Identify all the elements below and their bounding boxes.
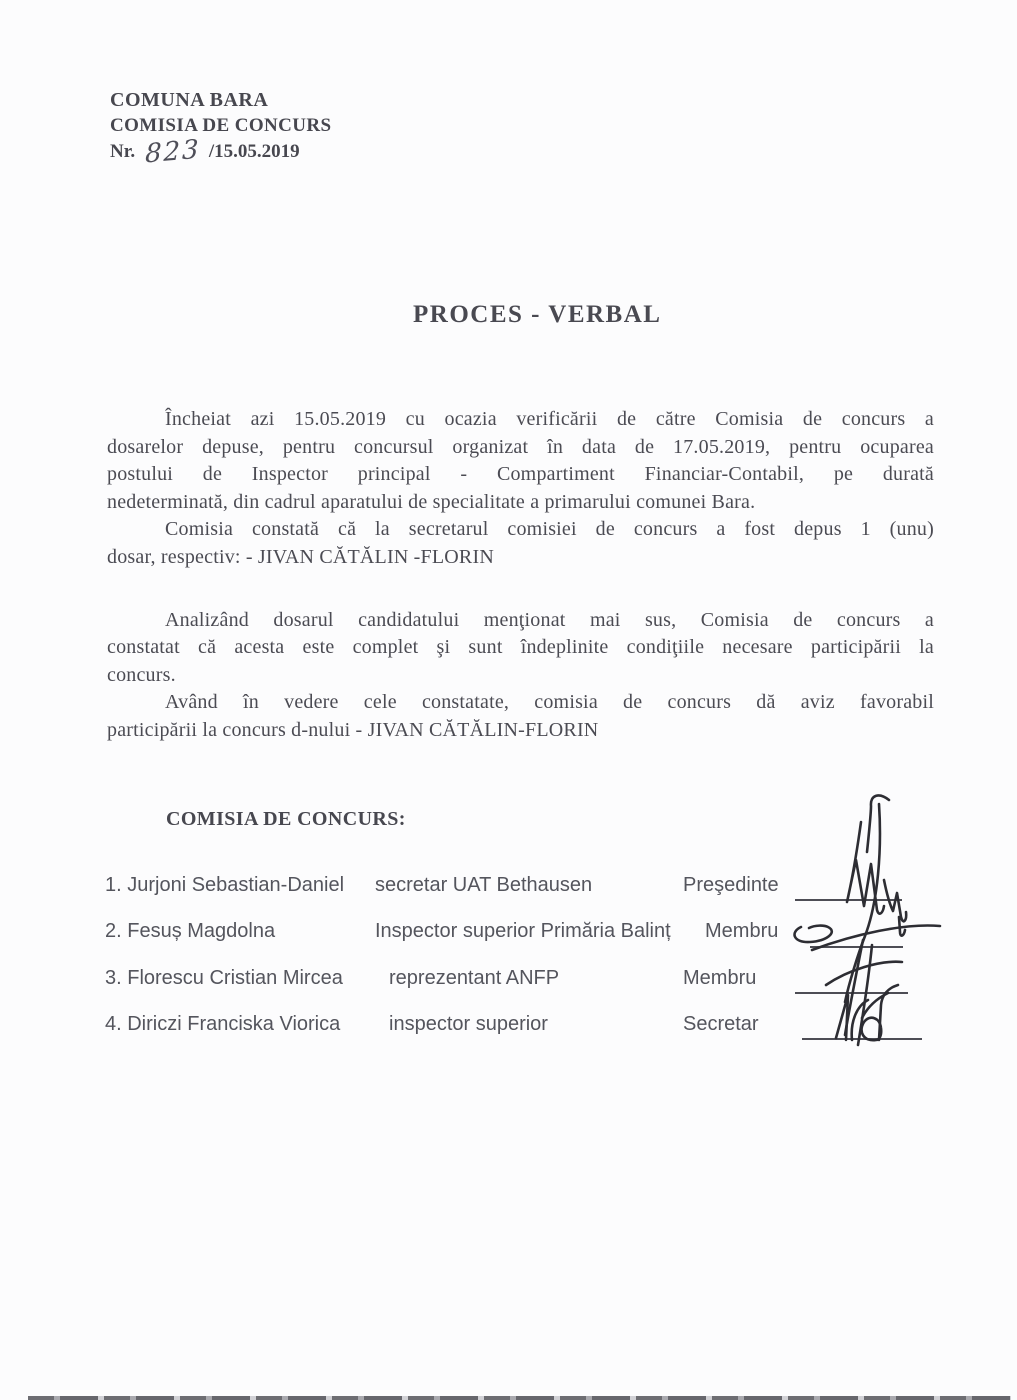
committee-name: COMISIA DE CONCURS: [110, 115, 332, 136]
member-position: Membru: [705, 920, 779, 942]
paragraph-gap: [107, 572, 934, 607]
member-position: Membru: [683, 967, 757, 989]
body-line: concurs.: [107, 663, 176, 686]
registration-number-line: [110, 134, 332, 170]
body-line: Încheiat azi 15.05.2019 cu ocazia verificării de către Comisia de concurs a: [165, 408, 934, 430]
member-position: Secretar: [683, 1013, 759, 1035]
committee-heading: COMISIA DE CONCURS:: [166, 808, 406, 830]
body-line: Comisia constată că la secretarul comisiei de concurs a fost depus 1 (unu): [165, 518, 934, 541]
document-header: [110, 88, 332, 170]
member-name: 3. Florescu Cristian Mircea: [105, 967, 343, 989]
scan-edge-artifact: [28, 1396, 1011, 1400]
body-line: Având în vedere cele constatate, comisia de concurs dă aviz favorabil: [165, 691, 934, 714]
body-line: nedeterminată, din cadrul aparatului de specialitate a primarului comunei Bara.: [107, 490, 756, 513]
body-line: postului de Inspector principal - Compartiment Financiar-Contabil, pe durată: [107, 463, 934, 486]
body-line: dosar, respectiv: - JIVAN CĂTĂLIN -FLORIN: [107, 545, 494, 568]
body-line: dosarelor depuse, pentru concursul organizat în data de 17.05.2019, pentru ocuparea: [107, 435, 934, 458]
handwritten-signature: [778, 778, 1017, 1078]
page-title: PROCES - VERBAL: [413, 301, 662, 328]
member-role: Inspector superior Primăria Balinț: [375, 920, 671, 942]
member-role: secretar UAT Bethausen: [375, 874, 593, 896]
member-position: Preşedinte: [683, 874, 779, 896]
member-name: 4. Diriczi Franciska Viorica: [105, 1013, 341, 1035]
body-text: [107, 406, 934, 745]
org-name: COMUNA BARA: [110, 89, 269, 111]
body-line: Analizând dosarul candidatului menţionat mai sus, Comisia de concurs a: [165, 608, 934, 631]
body-line: constatat că acesta este complet şi sunt îndeplinite condiţiile necesare participării la: [107, 636, 934, 659]
handwritten-number: 823: [145, 134, 201, 170]
number-date: /15.05.2019: [208, 141, 300, 162]
member-role: inspector superior: [389, 1013, 548, 1035]
member-name: 1. Jurjoni Sebastian-Daniel: [105, 874, 345, 896]
body-line: participării la concurs d-nului - JIVAN CĂTĂLIN-FLORIN: [107, 718, 599, 741]
member-name: 2. Fesuș Magdolna: [105, 920, 276, 942]
number-label: Nr.: [110, 141, 136, 162]
member-role: reprezentant ANFP: [389, 967, 560, 989]
